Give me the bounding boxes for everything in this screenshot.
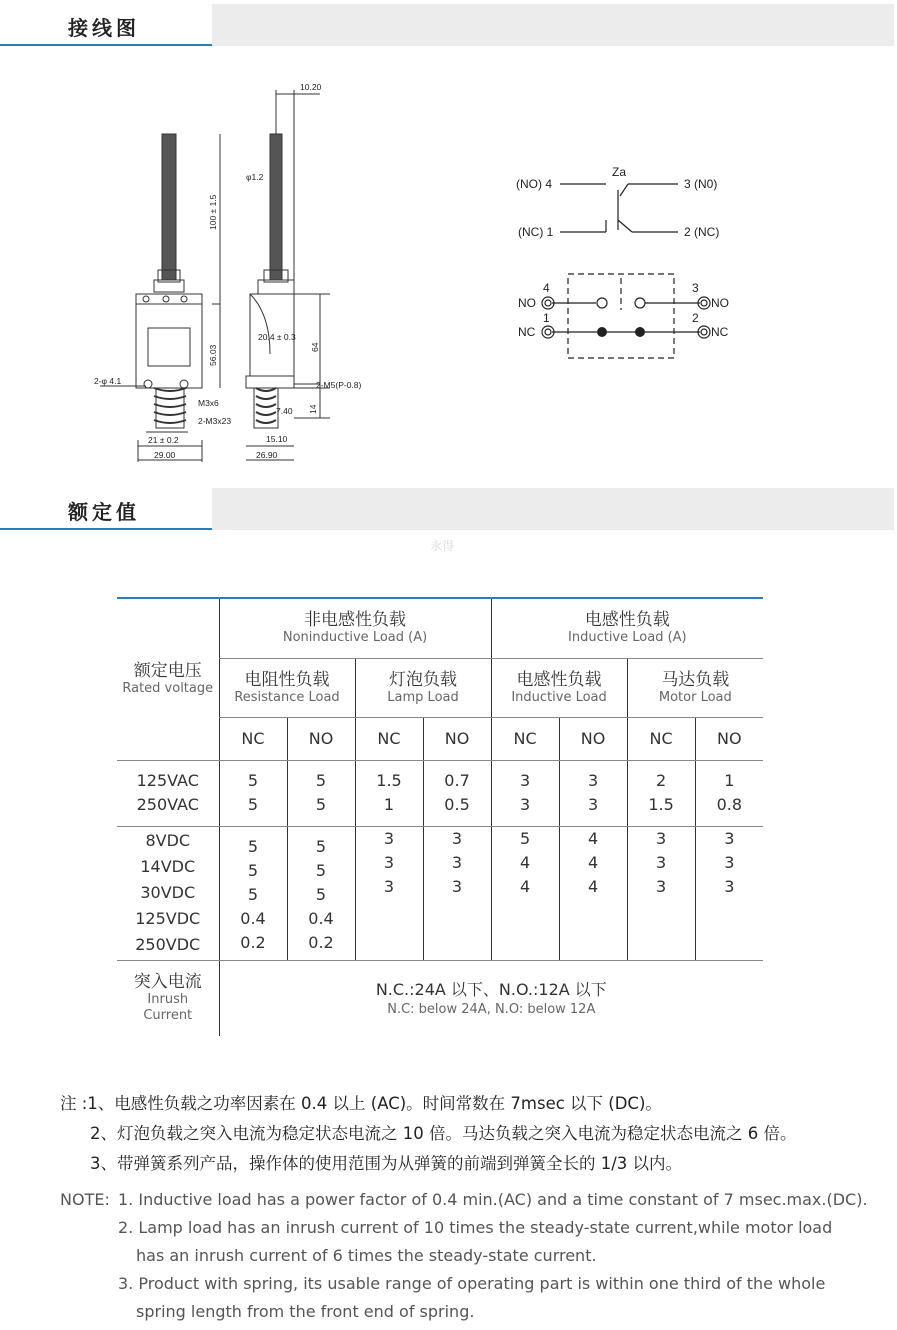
note-en-1: 1. Inductive load has a power factor of 0.4 min.(AC) and a time constant of 7 msec.max.(DC). — [118, 1190, 868, 1209]
dim-label: M3x6 — [198, 398, 219, 408]
dim-label: 26.90 — [256, 450, 278, 460]
dim-label: 20.4 ± 0.3 — [258, 332, 296, 342]
section-title: 额定值 — [68, 500, 140, 524]
table-cell: 5 4 4 — [491, 826, 559, 960]
wiring-label: 3 (N0) — [684, 177, 718, 191]
table-cell: 0.7 0.5 — [423, 760, 491, 826]
note-en-3a: 3. Product with spring, its usable range of operating part is within one third of the whole — [118, 1274, 826, 1293]
table-cell: 4 4 4 — [559, 826, 627, 960]
terminal-number: 4 — [543, 281, 550, 295]
table-cell: 5 5 5 0.4 0.2 — [219, 826, 287, 960]
terminal-number: 3 — [692, 281, 699, 295]
sub-header-cell: NC — [219, 717, 287, 760]
note-en-2b: has an inrush current of 6 times the steady-state current. — [136, 1246, 597, 1265]
dim-label: 29.00 — [154, 450, 176, 460]
wiring-label: (NO) 4 — [516, 177, 552, 191]
sub-header-cell: NO — [287, 717, 355, 760]
dim-label: 2-M3x23 — [198, 416, 232, 426]
sub-header-cell: NC — [491, 717, 559, 760]
rated-voltage-header: 额定电压 Rated voltage — [117, 598, 219, 760]
dim-label: 10.20 — [300, 82, 322, 92]
inductive-header: 电感性负载 Inductive Load (A) — [491, 598, 763, 658]
inductive-load-header: 电感性负载 Inductive Load — [491, 658, 627, 717]
note-zh-3: 3、带弹簧系列产品，操作体的使用范围为从弹簧的前端到弹簧全长的 1/3 以内。 — [90, 1154, 683, 1173]
dim-label: 21 ± 0.2 — [148, 435, 179, 445]
table-cell: 3 3 3 — [355, 826, 423, 960]
wiring-diagram — [510, 160, 750, 370]
dim-label: 64 — [310, 342, 320, 352]
wiring-label-za: Za — [612, 165, 627, 179]
terminal-number: 2 — [692, 311, 699, 325]
watermark: 永得 — [430, 539, 455, 553]
sub-header-cell: NO — [559, 717, 627, 760]
table-cell: 5 5 5 0.4 0.2 — [287, 826, 355, 960]
table-cell: 5 5 — [219, 760, 287, 826]
note-en-label: NOTE: — [60, 1190, 110, 1209]
lamp-load-header: 灯泡负载 Lamp Load — [355, 658, 491, 717]
terminal-label: NO — [711, 296, 729, 310]
dim-label: 100 ± 1.5 — [208, 194, 218, 230]
table-cell: 3 3 3 — [423, 826, 491, 960]
table-cell: 3 3 — [559, 760, 627, 826]
terminal-label: NC — [711, 325, 729, 339]
dc-voltage-cell: 8VDC 14VDC 30VDC 125VDC 250VDC — [117, 826, 219, 960]
sub-header-cell: NC — [355, 717, 423, 760]
table-cell: 5 5 — [287, 760, 355, 826]
terminal-label: NC — [518, 325, 536, 339]
table-cell: 3 3 3 — [627, 826, 695, 960]
noninductive-header: 非电感性负载 Noninductive Load (A) — [219, 598, 491, 658]
dim-label: 2-φ 4.1 — [94, 376, 122, 386]
terminal-label: NO — [518, 296, 536, 310]
section-header-rating — [0, 486, 897, 530]
inrush-current-value: N.C.:24A 以下、N.O.:12A 以下 N.C: below 24A, N.O: below 12A — [219, 960, 763, 1036]
note-zh-1: 注 :1、电感性负载之功率因素在 0.4 以上 (AC)。时间常数在 7msec 以下 (DC)。 — [60, 1094, 662, 1113]
terminal-number: 1 — [543, 311, 550, 325]
dim-label: 2-M5(P-0.8) — [316, 380, 362, 390]
dim-label: φ1.2 — [246, 172, 264, 182]
rating-table — [117, 597, 763, 1036]
section-header-wiring — [0, 2, 897, 46]
dim-label: 14 — [308, 404, 318, 414]
inrush-current-header: 突入电流 Inrush Current — [133, 972, 202, 1024]
section-title: 接线图 — [68, 16, 140, 40]
sub-header-cell: NO — [423, 717, 491, 760]
note-en-3b: spring length from the front end of spring. — [136, 1302, 475, 1321]
table-cell: 3 3 — [491, 760, 559, 826]
motor-load-header: 马达负载 Motor Load — [627, 658, 763, 717]
table-cell: 1.5 1 — [355, 760, 423, 826]
note-zh-2: 2、灯泡负载之突入电流为稳定状态电流之 10 倍。马达负载之突入电流为稳定状态电流之 6 倍。 — [90, 1124, 797, 1143]
note-en-2a: 2. Lamp load has an inrush current of 10 times the steady-state current,while motor load — [118, 1218, 833, 1237]
dimension-drawing — [80, 70, 380, 480]
dim-label: 56.03 — [208, 344, 218, 366]
table-cell: 3 3 3 — [695, 826, 763, 960]
sub-header-cell: NO — [695, 717, 763, 760]
wiring-label: (NC) 1 — [518, 225, 554, 239]
resistance-load-header: 电阻性负载 Resistance Load — [219, 658, 355, 717]
table-cell: 2 1.5 — [627, 760, 695, 826]
dim-label: 15.10 — [266, 434, 288, 444]
ac-voltage-cell: 125VAC 250VAC — [117, 760, 219, 826]
sub-header-cell: NC — [627, 717, 695, 760]
dim-label: 7.40 — [276, 406, 293, 416]
wiring-label: 2 (NC) — [684, 225, 720, 239]
table-cell: 1 0.8 — [695, 760, 763, 826]
